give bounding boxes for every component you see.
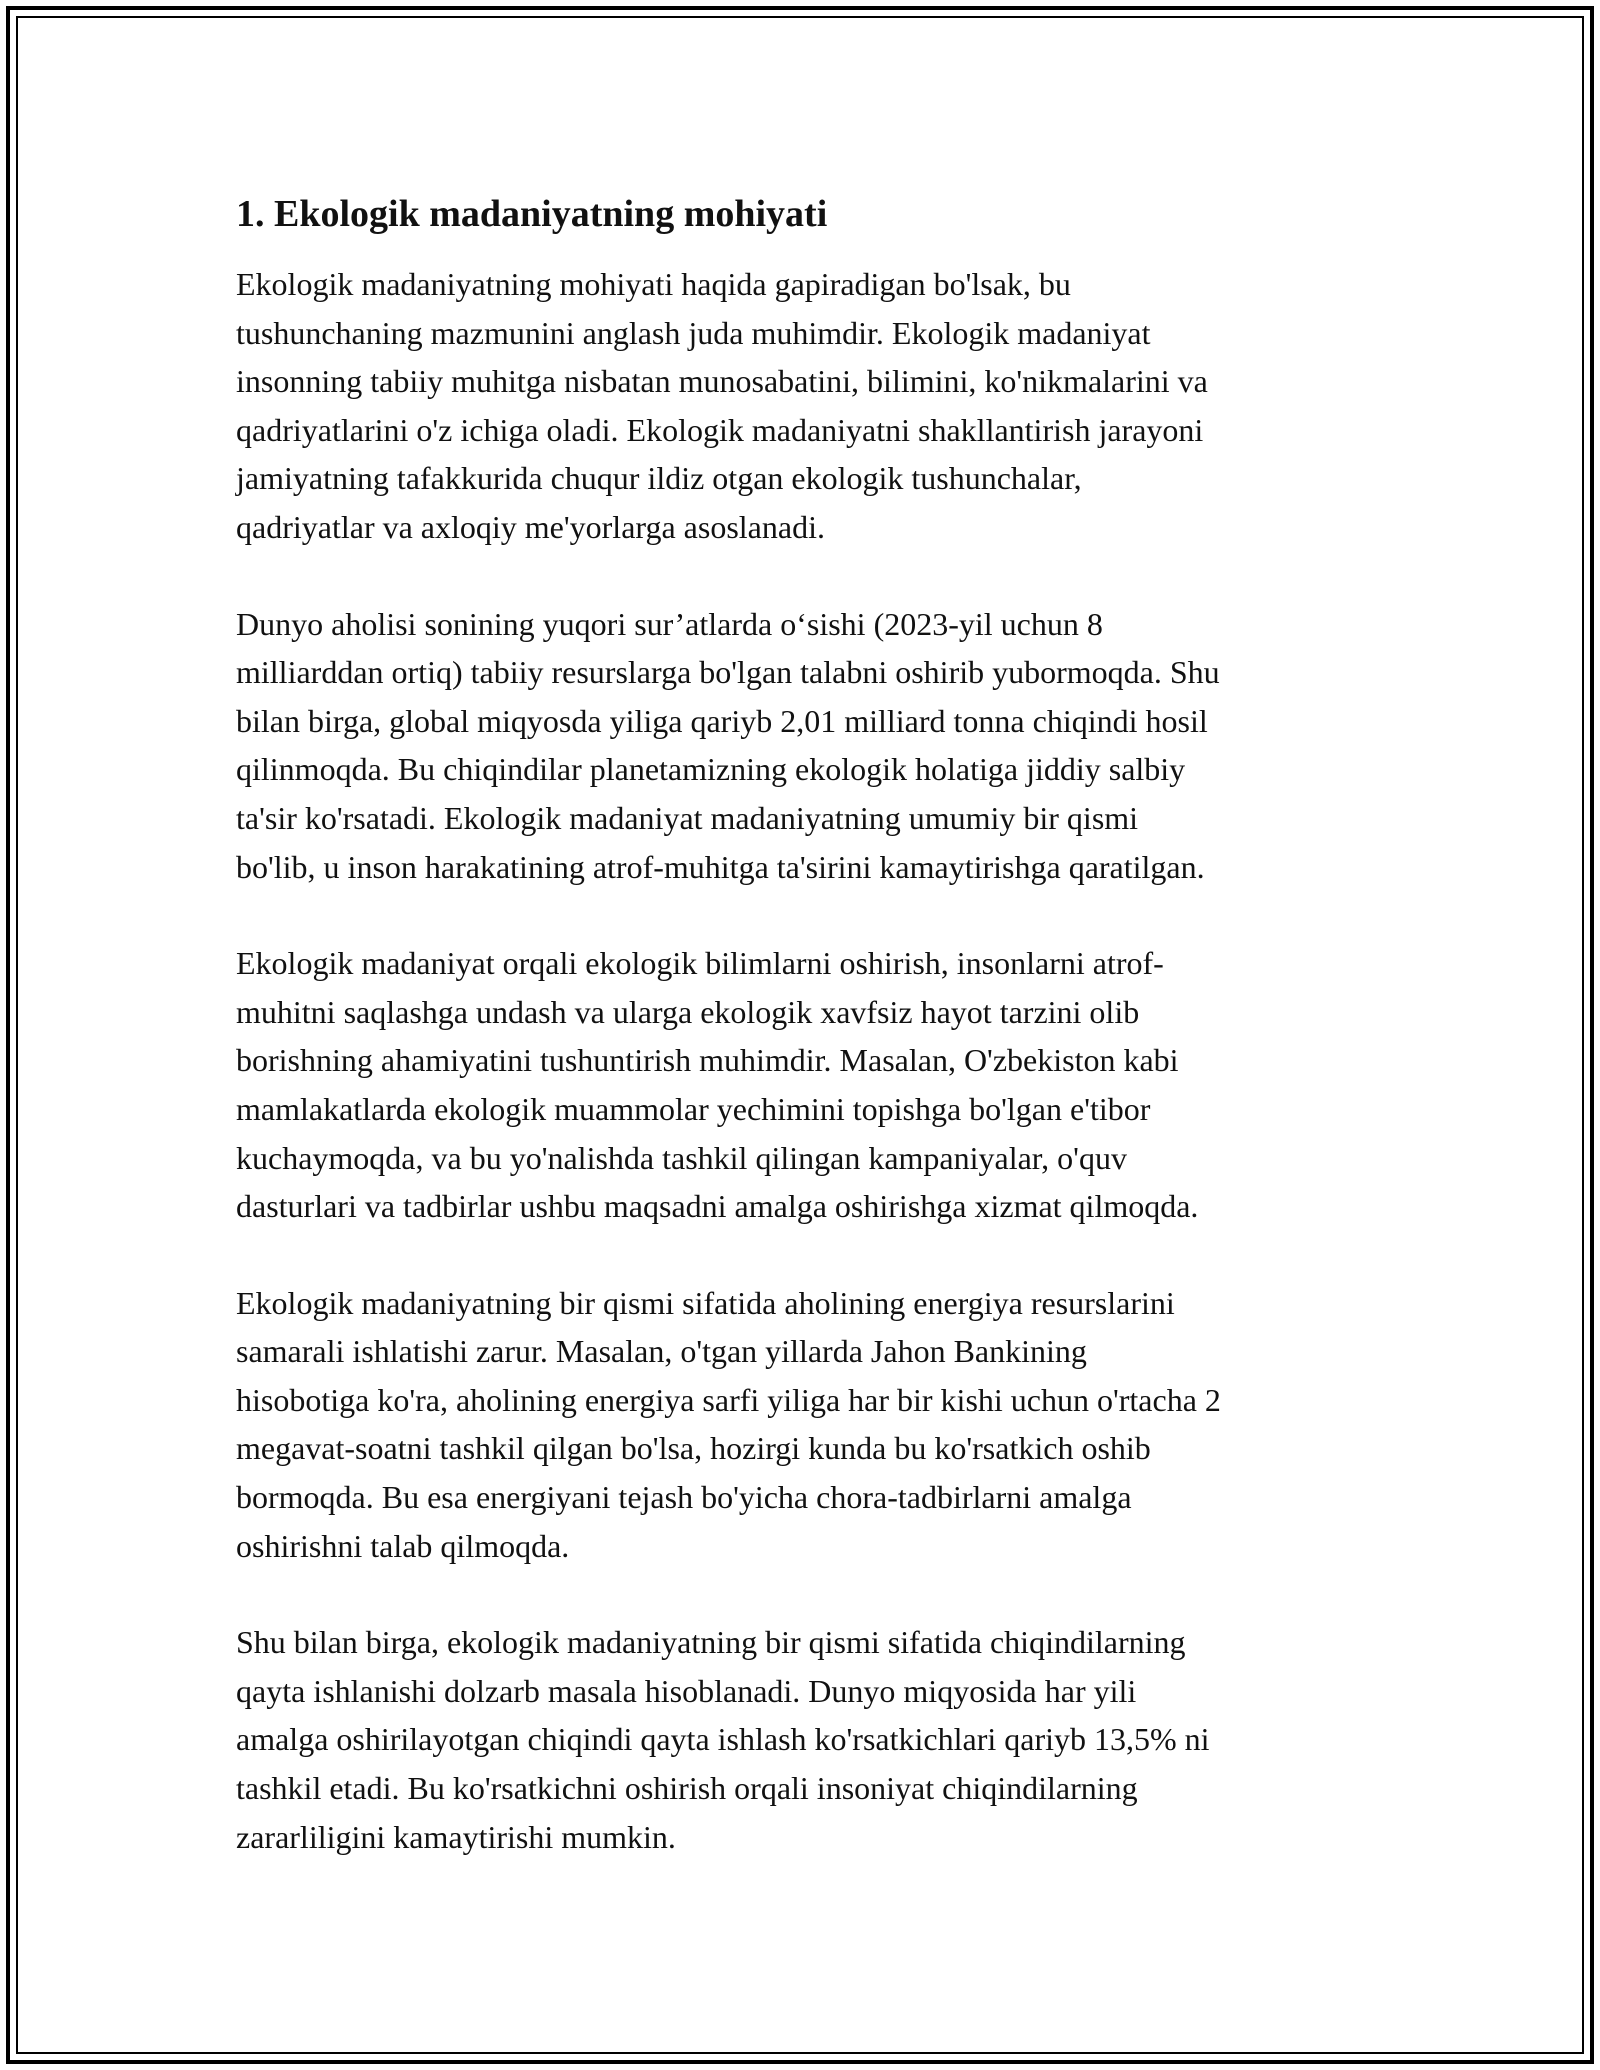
paragraph-4: Ekologik madaniyatning bir qismi sifatida aholining energiya resurslarini samarali ishlatishi zarur. Masalan, o'tgan yillarda Jahon Bankining hisobotiga ko'ra, aholining energiya sarfi yiliga har bir kishi uchun o'rtacha 2 megavat-soatni tashkil qilgan bo'lsa, hozirgi kunda bu ko'rsatkich oshib bormoqda. Bu esa energiyani tejash bo'yicha chora-tadbirlarni amalga oshirishni talab qilmoqda. [236,1284,1221,1564]
paragraph-5: Shu bilan birga, ekologik madaniyatning bir qismi sifatida chiqindilarning qayta ishlanishi dolzarb masala hisoblanadi. Dunyo miqyosida har yili amalga oshirilayotgan chiqindi qayta ishlash ko'rsatkichlari qariyb 13,5% ni tashkil etadi. Bu ko'rsatkichni oshirish orqali insoniyat chiqindilarning zararliligini kamaytirishi mumkin. [236,1624,1210,1855]
section-title: 1. Ekologik madaniyatning mohiyati [236,193,828,235]
document-body [236,188,1396,1861]
paragraph-2: Dunyo aholisi sonining yuqori sur’atlarda o‘sishi (2023-yil uchun 8 milliarddan ortiq) tabiiy resurslarga bo'lgan talabni oshirib yubormoqda. Shu bilan birga, global miqyosda yiliga qariyb 2,01 milliard tonna chiqindi hosil qilinmoqda. Bu chiqindilar planetamizning ekologik holatiga jiddiy salbiy ta'sir ko'rsatadi. Ekologik madaniyat madaniyatning umumiy bir qismi bo'lib, u inson harakatining atrof-muhitga ta'sirini kamaytirishga qaratilgan. [236,605,1220,885]
paragraph-1: Ekologik madaniyatning mohiyati haqida gapiradigan bo'lsak, bu tushunchaning mazmunini anglash juda muhimdir. Ekologik madaniyat insonning tabiiy muhitga nisbatan munosabatini, bilimini, ko'nikmalarini va qadriyatlarini o'z ichiga oladi. Ekologik madaniyatni shakllantirish jarayoni jamiyatning tafakkurida chuqur ildiz otgan ekologik tushunchalar, qadriyatlar va axloqiy me'yorlarga asoslanadi. [236,266,1208,545]
paragraph-3: Ekologik madaniyat orqali ekologik bilimlarni oshirish, insonlarni atrof- muhitni saqlashga undash va ularga ekologik xavfsiz hayot tarzini olib borishning ahamiyatini tushuntirish muhimdir. Masalan, O'zbekiston kabi mamlakatlarda ekologik muammolar yechimini topishga bo'lgan e'tibor kuchaymoqda, va bu yo'nalishda tashkil qilingan kampaniyalar, o'quv dasturlari va tadbirlar ushbu maqsadni amalga oshirishga xizmat qilmoqda. [236,945,1199,1225]
